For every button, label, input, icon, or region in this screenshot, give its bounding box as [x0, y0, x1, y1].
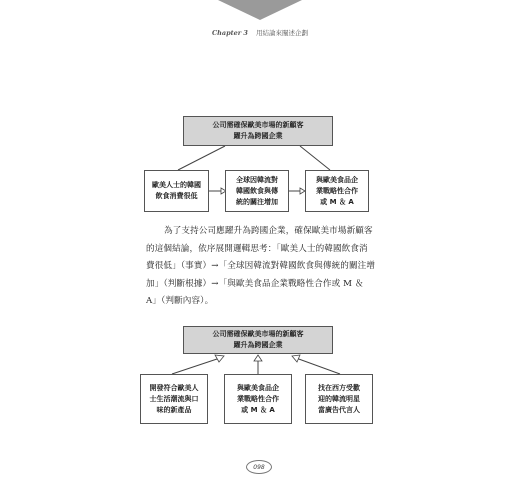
diagram2-endorser-box: 找在西方受歡 迎的韓流明星 當廣告代言人 — [305, 374, 373, 424]
diagram2-product-box: 開發符合歐美人 士生活潮流與口 味的新產品 — [140, 374, 208, 424]
diagram2-partnership-box: 與歐美食品企 業戰略性合作 或 M ＆ A — [224, 374, 292, 424]
diagram1-conclusion-box: 公司需確保歐美市場的新顧客 躍升為跨國企業 — [183, 116, 333, 146]
diagram1-fact-box: 歐美人士的韓國 飲食消費很低 — [144, 170, 209, 212]
diagram1-judgment-box: 與歐美食品企 業戰略性合作 或 M ＆ A — [305, 170, 369, 212]
chapter-label: Chapter 3 — [211, 29, 248, 37]
diagram2-conclusion-box: 公司需確保歐美市場的新顧客 躍升為跨國企業 — [183, 326, 333, 354]
body-paragraph: 為了支持公司應躍升為跨國企業，確保歐美市場新顧客的這個結論，依序展開邏輯思考：「歐美人士的韓國飲食消費很低」（事實）→「全球因韓流對韓國飲食與傳統的關注增加」（判斷根據）→「與歐美食品企業戰略性合作或 M ＆ A」（判斷內容）。 — [146, 226, 376, 306]
page-number: 098 — [246, 460, 272, 474]
diagram1-reason-box: 全球因韓流對 韓國飲食與傳 統的關注增加 — [225, 170, 289, 212]
section-title: 用結論來闡述企劃 — [256, 29, 309, 37]
